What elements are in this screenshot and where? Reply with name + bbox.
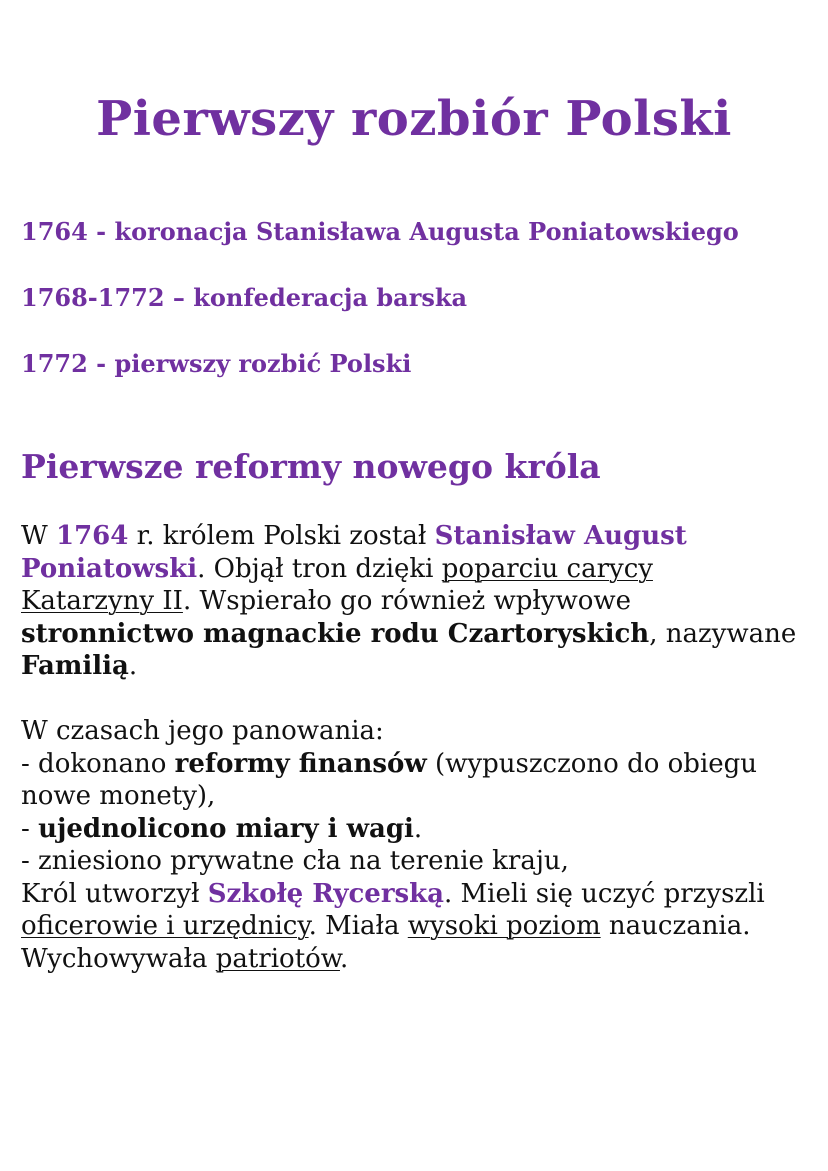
text-run: - dokonano [21, 748, 175, 779]
text-line: - zniesiono prywatne cła na terenie kraju, [21, 846, 569, 876]
underlined-text: oficerowie i urzędnicy [21, 911, 309, 941]
highlight-name: Poniatowski [21, 553, 198, 584]
bold-text: reformy finansów [174, 748, 427, 779]
bold-text: stronnictwo magnackie rodu Czartoryskich [21, 618, 650, 649]
underlined-text: Katarzyny II [21, 586, 183, 616]
text-line [21, 618, 821, 651]
text-run: nauczania. [600, 911, 751, 941]
text-run: , nazywane [649, 618, 797, 649]
text-line: nowe monety), [21, 781, 216, 811]
bold-text: Familią [21, 651, 129, 681]
text-run: . [413, 813, 423, 844]
bold-text: ujednolicono miary i wagi [38, 813, 414, 844]
text-run: - [21, 813, 39, 844]
text-line [21, 650, 821, 683]
text-line [21, 585, 821, 618]
text-run: . Wspierało go również wpływowe [182, 586, 632, 616]
text-line [21, 910, 821, 943]
timeline-entry: 1768-1772 – konfederacja barska [21, 283, 468, 312]
underlined-text: patriotów [215, 943, 340, 974]
text-run: . Objął tron dzięki [197, 553, 442, 584]
text-line [21, 878, 821, 911]
text-run: Król utworzył [21, 878, 208, 909]
text-line: W czasach jego panowania: [21, 716, 384, 746]
page-title: Pierwszy rozbiór Polski [96, 91, 732, 147]
text-line [21, 553, 821, 586]
timeline-entry: 1764 - koronacja Stanisława Augusta Poniatowskiego [21, 217, 739, 246]
text-line [21, 748, 821, 781]
section-heading: Pierwsze reformy nowego króla [21, 447, 601, 486]
text-line [21, 813, 821, 846]
timeline-entry: 1772 - pierwszy rozbić Polski [21, 349, 412, 378]
text-line [21, 520, 821, 553]
text-run: Wychowywała [21, 943, 216, 974]
highlight-name: Szkołę Rycerską [207, 878, 445, 909]
paragraph-reforms [21, 715, 821, 975]
highlight-name: Stanisław August [434, 521, 687, 551]
text-run: . [339, 943, 349, 974]
underlined-text: poparciu carycy [441, 553, 653, 584]
underlined-text: wysoki poziom [407, 911, 601, 941]
text-run: W [21, 521, 56, 551]
text-run: r. królem Polski został [128, 521, 435, 551]
text-line [21, 943, 821, 976]
highlight-year: 1764 [56, 521, 129, 551]
text-run: . Mieli się uczyć przyszli [444, 878, 765, 909]
text-run: (wypuszczono do obiegu [426, 748, 758, 779]
paragraph-reign-start [21, 520, 821, 683]
text-run: . Miała [308, 911, 408, 941]
text-run: . [128, 651, 138, 681]
